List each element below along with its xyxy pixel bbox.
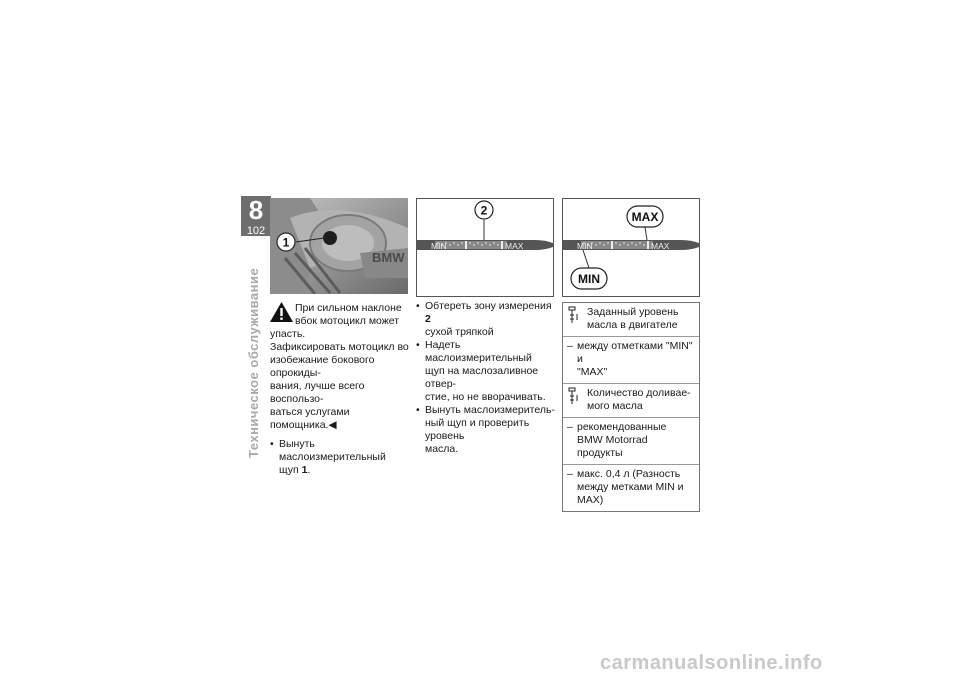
topup-heading <box>563 384 699 418</box>
min-label: MIN <box>577 241 593 251</box>
body-line: упасть. <box>270 328 306 340</box>
heading-line: Заданный уровень <box>587 306 679 318</box>
step-line: щуп на маслозаливное отвер- <box>425 365 539 390</box>
oil-level-value: – между отметками "MIN" и "MAX" <box>563 337 699 384</box>
oil-spec-table <box>562 302 700 512</box>
watermark: carmanualsonline.info <box>600 652 823 674</box>
max-label: MAX <box>505 241 524 251</box>
bmw-logo-text: BMW <box>372 250 405 265</box>
topup-product: – рекомендованные BMW Motorrad продукты <box>563 418 699 465</box>
ref-number: 2 <box>425 313 431 325</box>
value-line: между отметками "MIN" и <box>577 340 693 365</box>
callout-max: MAX <box>631 210 659 224</box>
value-line: макс. 0,4 л (Разность <box>577 468 681 480</box>
engine-photo <box>270 198 408 294</box>
dipstick-levels-figure <box>562 198 700 297</box>
step-bullet: • Надеть маслоизмерительный щуп на маслозаливное отвер- стие, но не вворачивать. <box>416 339 556 404</box>
oil-level-heading <box>563 303 699 337</box>
step-line: сухой тряпкой <box>425 326 494 338</box>
value-line: рекомендованные <box>577 421 667 433</box>
step-line: ный щуп и проверить уровень <box>425 417 530 442</box>
engine-illustration <box>270 198 408 294</box>
step-line: щуп 1. <box>279 464 311 476</box>
step-line: стие, но не вворачивать. <box>425 391 546 403</box>
value-line: между метками MIN и <box>577 481 684 493</box>
ref-number: 1 <box>301 464 308 476</box>
chapter-number: 8 <box>248 195 264 225</box>
step-line: Обтереть зону измерения 2 <box>425 300 552 325</box>
steps-list <box>416 300 556 456</box>
oil-dipstick-icon <box>567 306 587 332</box>
heading-line: Количество доливае- <box>587 387 691 399</box>
body-line: вания, лучше всего воспользо- <box>270 380 365 405</box>
step-line: Вынуть маслоизмерительный <box>279 438 386 463</box>
step-line: Вынуть маслоизмеритель- <box>425 404 555 416</box>
warning-text <box>270 302 410 477</box>
callout-min: MIN <box>578 272 600 286</box>
body-line: изобежание бокового опрокиды- <box>270 354 375 379</box>
warning-line: вбок мотоцикл может <box>295 315 400 327</box>
warning-line: При сильном наклоне <box>295 302 402 314</box>
end-mark-icon: ◀ <box>328 419 337 431</box>
value-line: "MAX" <box>577 366 608 378</box>
body-line: ваться услугами помощника.◀ <box>270 406 350 431</box>
callout-2: 2 <box>480 203 488 218</box>
dipstick-zone-figure <box>416 198 554 297</box>
callout-1: 1 <box>282 235 290 250</box>
step-bullet <box>270 438 410 477</box>
heading-line: масла в двигателе <box>587 319 678 331</box>
oil-dipstick-icon <box>567 387 587 413</box>
step-bullet: • Обтереть зону измерения 2 сухой тряпкой <box>416 300 556 339</box>
heading-line: мого масла <box>587 400 643 412</box>
bullet-dot: • <box>270 438 274 450</box>
value-line: MAX) <box>577 494 604 506</box>
body-line: Зафиксировать мотоцикл во <box>270 341 409 353</box>
max-label: MAX <box>651 241 670 251</box>
chapter-title: Техническое обслуживание <box>246 267 261 458</box>
value-line: BMW Motorrad продукты <box>577 434 648 459</box>
step-bullet: • Вынуть маслоизмеритель- ный щуп и проверить уровень масла. <box>416 404 555 455</box>
min-label: MIN <box>431 241 447 251</box>
topup-quantity: – макс. 0,4 л (Разность между метками MIN и MAX) <box>567 468 684 506</box>
step-line: масла. <box>425 443 459 455</box>
step-line: Надеть маслоизмерительный <box>425 339 532 364</box>
page-number: 102 <box>246 225 266 237</box>
